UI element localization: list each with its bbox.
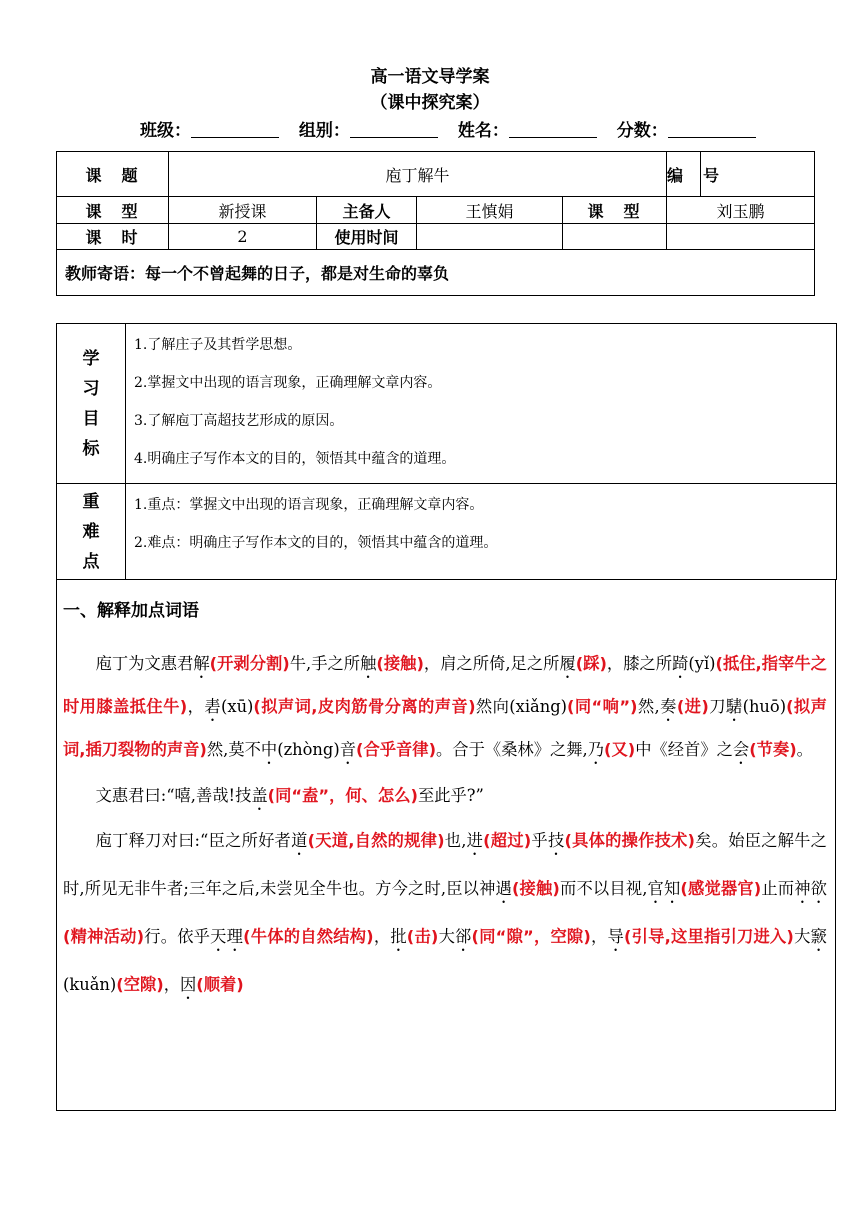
passage-text: 行。依乎 bbox=[144, 927, 211, 946]
key-point-item: 2.难点：明确庄子写作本文的目的，领悟其中蕴含的道理。 bbox=[134, 535, 498, 551]
dotted-keyword: 音 bbox=[339, 740, 356, 759]
word-annotation: (开剥分割) bbox=[209, 654, 290, 673]
passage-text: 止而 bbox=[761, 879, 795, 898]
word-annotation: (合乎音律) bbox=[356, 740, 437, 759]
usage-label: 使用时间 bbox=[317, 224, 417, 250]
dotted-keyword: 会 bbox=[732, 740, 750, 759]
passage-text: ，肩之所倚,足之所 bbox=[423, 654, 560, 673]
passage-paragraph-2 bbox=[63, 774, 827, 817]
word-annotation: (同“隙”，空隙) bbox=[471, 927, 591, 946]
dotted-keyword: 盖 bbox=[251, 786, 268, 805]
type2-label: 课 型 bbox=[563, 197, 667, 224]
dotted-keyword: 中 bbox=[260, 740, 278, 759]
dotted-keyword: 砉 bbox=[204, 697, 222, 716]
student-info-line bbox=[140, 116, 770, 141]
dotted-keyword: 窾 bbox=[810, 927, 827, 946]
section-title: 一、解释加点词语 bbox=[63, 601, 199, 621]
topic-label: 课 题 bbox=[57, 152, 169, 197]
group-label: 组别： bbox=[298, 121, 350, 141]
passage-text: 刀 bbox=[708, 697, 726, 716]
word-annotation: (拟声词,插刀裂物的声音) bbox=[63, 697, 827, 759]
word-annotation: (击) bbox=[406, 927, 439, 946]
objectives-list bbox=[126, 324, 837, 484]
passage-text: 。 bbox=[796, 740, 813, 759]
name-blank[interactable] bbox=[509, 121, 597, 138]
passage-text: 也, bbox=[444, 831, 467, 850]
key-points-list bbox=[126, 484, 837, 580]
word-annotation: (牛体的自然结构) bbox=[243, 927, 374, 946]
objectives-label bbox=[57, 324, 126, 484]
key-point-item: 1.重点：掌握文中出现的语言现象，正确理解文章内容。 bbox=[134, 497, 484, 513]
word-annotation: (引导,这里指引刀进入) bbox=[624, 927, 794, 946]
passage-text: 而不以目视, bbox=[559, 879, 648, 898]
word-annotation: (超过) bbox=[483, 831, 532, 850]
passage-text: (huō) bbox=[742, 697, 787, 716]
class-blank[interactable] bbox=[191, 121, 279, 138]
type2-value: 刘玉鹏 bbox=[667, 197, 815, 224]
passage-text: 文惠君曰:“嘻,善哉!技 bbox=[95, 786, 252, 805]
passage-text: ， bbox=[163, 975, 180, 994]
dotted-keyword: 触 bbox=[360, 654, 377, 673]
period-label: 课 时 bbox=[57, 224, 169, 250]
dotted-keyword: 郤 bbox=[455, 927, 472, 946]
teacher-message: 教师寄语：每一个不曾起舞的日子，都是对生命的辜负 bbox=[57, 250, 815, 296]
passage-text: 然,莫不 bbox=[206, 740, 261, 759]
objective-item: 2.掌握文中出现的语言现象，正确理解文章内容。 bbox=[134, 375, 442, 391]
passage-text: (zhòng) bbox=[277, 740, 340, 759]
dotted-keyword: 遇 bbox=[495, 879, 512, 898]
word-annotation: (接触) bbox=[376, 654, 424, 673]
dotted-keyword: 批 bbox=[390, 927, 407, 946]
dotted-keyword: 因 bbox=[180, 975, 197, 994]
word-annotation: (感觉器官) bbox=[680, 879, 762, 898]
word-annotation: (空隙) bbox=[116, 975, 164, 994]
passage-text: 大 bbox=[438, 927, 456, 946]
topic-value: 庖丁解牛 bbox=[169, 152, 667, 197]
class-label: 班级： bbox=[140, 121, 191, 141]
passage-text: 至此乎?” bbox=[417, 786, 484, 805]
objectives-label-text: 学 习 目 标 bbox=[82, 348, 100, 459]
key-points-label bbox=[57, 484, 126, 580]
dotted-keyword: 奏 bbox=[659, 697, 677, 716]
dotted-keyword: 踦 bbox=[672, 654, 689, 673]
objective-item: 1.了解庄子及其哲学思想。 bbox=[134, 337, 302, 353]
number-label: 编 号 bbox=[667, 152, 701, 197]
passage-text: 牛,手之所 bbox=[289, 654, 361, 673]
key-points-label-text: 重 难 点 bbox=[82, 491, 100, 572]
passage-text: ， bbox=[373, 927, 391, 946]
empty-cell bbox=[667, 224, 815, 250]
passage-text: 庖丁为文惠君 bbox=[95, 654, 194, 673]
passage-text: ， bbox=[590, 927, 608, 946]
passage-text: 中《经首》之 bbox=[635, 740, 733, 759]
dotted-keyword: 履 bbox=[559, 654, 576, 673]
objective-item: 3.了解庖丁高超技艺形成的原因。 bbox=[134, 413, 344, 429]
word-annotation: (具体的操作技术) bbox=[564, 831, 695, 850]
word-annotation: (同“响”) bbox=[567, 697, 638, 716]
passage-text: ， bbox=[187, 697, 205, 716]
dotted-keyword: 官知 bbox=[647, 879, 681, 898]
word-annotation: (踩) bbox=[575, 654, 607, 673]
period-value: 2 bbox=[169, 224, 317, 250]
type-label: 课 型 bbox=[57, 197, 169, 224]
dotted-keyword: 神欲 bbox=[794, 879, 827, 898]
score-label: 分数： bbox=[616, 121, 668, 141]
dotted-keyword: 騞 bbox=[725, 697, 743, 716]
passage-text: 大 bbox=[793, 927, 811, 946]
passage-text: (kuǎn) bbox=[63, 975, 117, 994]
passage-text: (xū) bbox=[221, 697, 254, 716]
word-annotation: (抵住,指宰牛之时用膝盖抵住牛) bbox=[63, 654, 827, 716]
word-annotation: (天道,自然的规律) bbox=[307, 831, 445, 850]
group-blank[interactable] bbox=[350, 121, 438, 138]
dotted-keyword: 进 bbox=[466, 831, 484, 850]
doc-title: 高一语文导学案 bbox=[370, 67, 490, 87]
empty-cell bbox=[563, 224, 667, 250]
dotted-keyword: 乃 bbox=[587, 740, 605, 759]
word-annotation: (接触) bbox=[511, 879, 560, 898]
word-annotation: (拟声词,皮肉筋骨分离的声音) bbox=[253, 697, 476, 716]
passage-text: ，膝之所 bbox=[606, 654, 673, 673]
type-value: 新授课 bbox=[169, 197, 317, 224]
passage-paragraph-1 bbox=[63, 642, 827, 771]
word-annotation: (同“盍”，何、怎么) bbox=[267, 786, 418, 805]
word-annotation: (精神活动) bbox=[63, 927, 145, 946]
word-annotation: (进) bbox=[676, 697, 709, 716]
passage-text: 矣。始臣之解牛之时,所见无非牛者;三年之后,未尝见全牛也。方今之时,臣以神 bbox=[63, 831, 827, 898]
passage-paragraph-3 bbox=[63, 817, 827, 1009]
passage-text: (yǐ) bbox=[688, 654, 716, 673]
preparer-label: 主备人 bbox=[317, 197, 417, 224]
passage-text: 然, bbox=[637, 697, 660, 716]
word-annotation: (又) bbox=[604, 740, 636, 759]
passage-text: 然向(xiǎng) bbox=[475, 697, 567, 716]
lesson-info-table bbox=[56, 151, 815, 296]
passage-text: 。合于《桑林》之舞, bbox=[436, 740, 588, 759]
doc-subtitle: （课中探究案） bbox=[370, 93, 490, 113]
score-blank[interactable] bbox=[668, 121, 756, 138]
dotted-keyword: 技 bbox=[547, 831, 565, 850]
passage-text: 乎 bbox=[531, 831, 548, 850]
word-annotation: (节奏) bbox=[749, 740, 797, 759]
dotted-keyword: 解 bbox=[193, 654, 210, 673]
usage-value bbox=[417, 224, 563, 250]
passage-text: 庖丁释刀对曰:“臣之所好者 bbox=[95, 831, 292, 850]
classical-passage bbox=[63, 642, 827, 1009]
dotted-keyword: 天理 bbox=[210, 927, 244, 946]
word-annotation: (顺着) bbox=[196, 975, 244, 994]
name-label: 姓名： bbox=[457, 121, 509, 141]
objectives-table bbox=[56, 323, 837, 580]
preparer-value: 王慎娟 bbox=[417, 197, 563, 224]
dotted-keyword: 道 bbox=[291, 831, 308, 850]
dotted-keyword: 导 bbox=[607, 927, 625, 946]
objective-item: 4.明确庄子写作本文的目的，领悟其中蕴含的道理。 bbox=[134, 451, 456, 467]
